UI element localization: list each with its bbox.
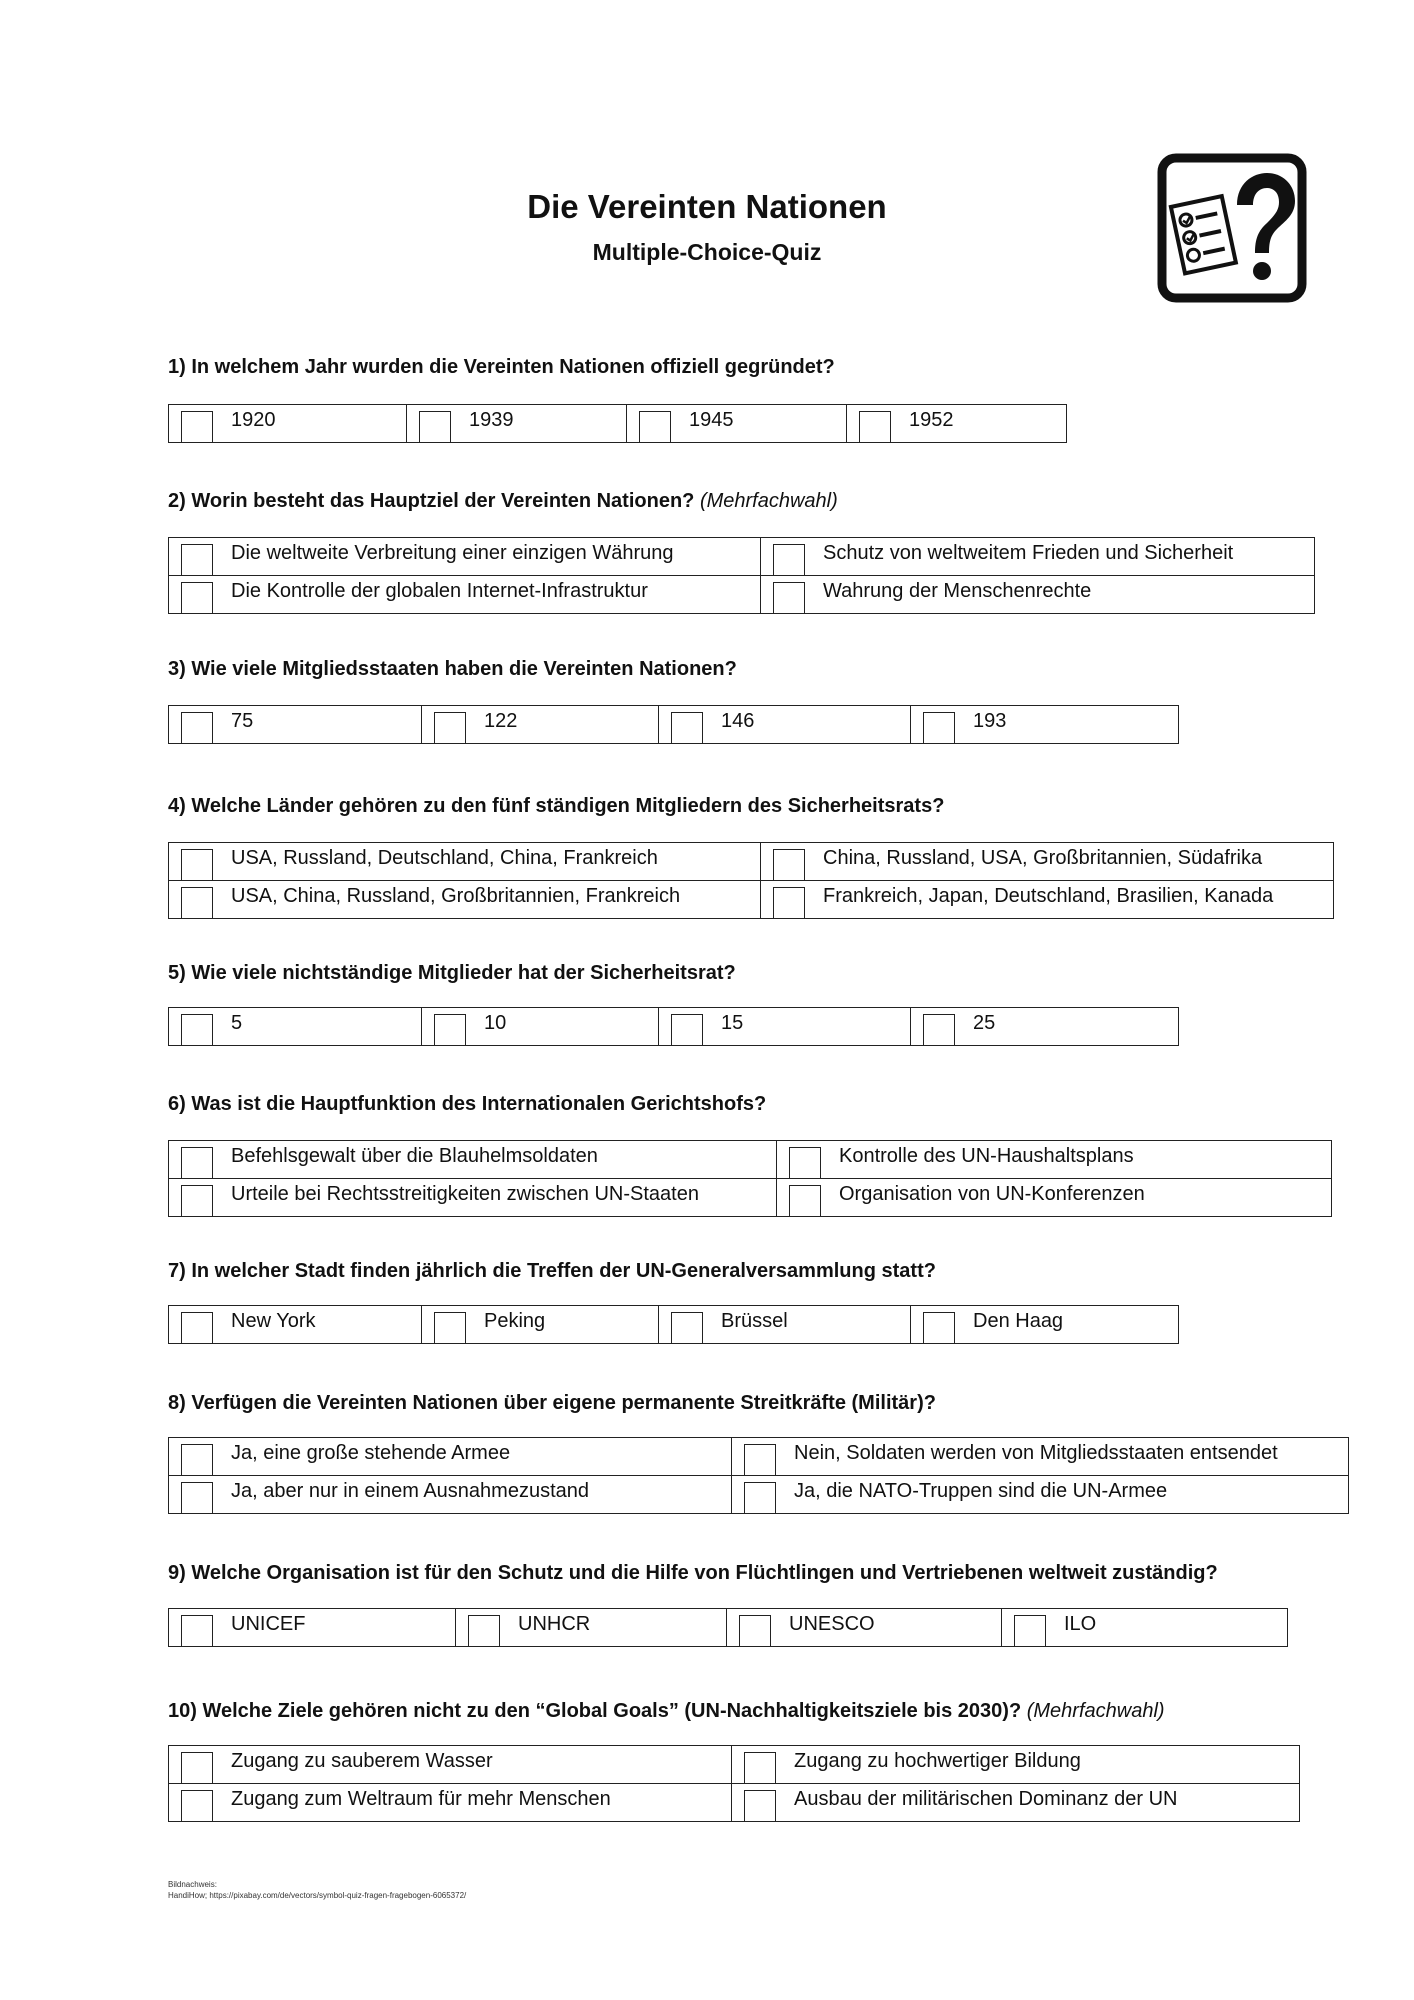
answer-label: 146 (721, 709, 755, 732)
answer-option[interactable] (456, 1609, 727, 1647)
answer-checkbox[interactable] (434, 1312, 466, 1344)
question-text (168, 658, 737, 681)
options-row (169, 1609, 1288, 1647)
answer-option[interactable] (761, 538, 1315, 576)
answer-checkbox[interactable] (789, 1185, 821, 1217)
question-text (168, 1392, 936, 1415)
options-row (169, 576, 1315, 614)
answer-option[interactable] (422, 706, 659, 744)
answer-checkbox[interactable] (773, 582, 805, 614)
answer-label: 1920 (231, 408, 276, 431)
question-label: 10) Welche Ziele gehören nicht zu den “Global Goals” (UN-Nachhaltigkeitsziele bis 2030)? (168, 1700, 1022, 1722)
answer-option[interactable] (732, 1784, 1300, 1822)
answer-label: Zugang zu hochwertiger Bildung (794, 1749, 1081, 1772)
answer-checkbox[interactable] (671, 712, 703, 744)
question-text (168, 356, 835, 379)
credits-label: Bildnachweis: (168, 1880, 217, 1889)
answer-label: Ja, die NATO-Truppen sind die UN-Armee (794, 1479, 1168, 1502)
answer-checkbox[interactable] (181, 1147, 213, 1179)
answer-option[interactable] (169, 1438, 732, 1476)
question-text (168, 795, 944, 818)
answer-option[interactable] (777, 1179, 1332, 1217)
answer-options-table (168, 842, 1334, 919)
answer-label: Brüssel (721, 1309, 788, 1332)
answer-option[interactable] (761, 576, 1315, 614)
question-label: 2) Worin besteht das Hauptziel der Vereinten Nationen? (168, 490, 695, 512)
answer-checkbox[interactable] (789, 1147, 821, 1179)
page-title: Die Vereinten Nationen (527, 188, 887, 225)
answer-label: 193 (973, 709, 1007, 732)
answer-checkbox[interactable] (181, 1615, 213, 1647)
question-text (168, 1260, 936, 1283)
answer-label: UNICEF (231, 1612, 306, 1635)
answer-checkbox[interactable] (434, 1014, 466, 1046)
answer-option[interactable] (422, 1008, 659, 1046)
answer-checkbox[interactable] (923, 1312, 955, 1344)
options-row (169, 1476, 1349, 1514)
answer-option[interactable] (169, 1179, 777, 1217)
answer-checkbox[interactable] (181, 1790, 213, 1822)
answer-label: 75 (231, 709, 254, 732)
answer-option[interactable] (169, 1476, 732, 1514)
answer-checkbox[interactable] (859, 411, 891, 443)
question-label: 5) Wie viele nichtständige Mitglieder hat der Sicherheitsrat? (168, 962, 736, 984)
answer-checkbox[interactable] (181, 1185, 213, 1217)
answer-checkbox[interactable] (181, 1312, 213, 1344)
answer-label: Frankreich, Japan, Deutschland, Brasilien, Kanada (823, 884, 1274, 907)
answer-label: Peking (484, 1309, 546, 1332)
answer-label: USA, Russland, Deutschland, China, Frankreich (231, 846, 658, 869)
page-subtitle: Multiple-Choice-Quiz (592, 239, 822, 265)
answer-label: Urteile bei Rechtsstreitigkeiten zwischen UN-Staaten (231, 1182, 699, 1205)
answer-label: USA, China, Russland, Großbritannien, Frankreich (231, 884, 681, 907)
answer-label: 1952 (909, 408, 954, 431)
answer-option[interactable] (169, 1141, 777, 1179)
answer-options-table (168, 1140, 1332, 1217)
answer-label: Zugang zu sauberem Wasser (231, 1749, 493, 1772)
answer-option[interactable] (169, 576, 761, 614)
question-label: 7) In welcher Stadt finden jährlich die Treffen der UN-Generalversammlung statt? (168, 1260, 936, 1282)
answer-checkbox[interactable] (923, 712, 955, 744)
answer-checkbox[interactable] (181, 887, 213, 919)
answer-checkbox[interactable] (181, 712, 213, 744)
answer-option[interactable] (169, 1609, 456, 1647)
question-text (168, 1093, 766, 1116)
options-row (169, 1008, 1179, 1046)
answer-label: 10 (484, 1011, 507, 1034)
quiz-questionnaire-icon (1157, 153, 1307, 303)
answer-option[interactable] (169, 1008, 422, 1046)
answer-checkbox[interactable] (671, 1014, 703, 1046)
answer-option[interactable] (761, 881, 1334, 919)
answer-option[interactable] (732, 1746, 1300, 1784)
answer-option[interactable] (169, 843, 761, 881)
answer-option[interactable] (169, 538, 761, 576)
answer-label: ILO (1064, 1612, 1097, 1635)
answer-options-table (168, 537, 1315, 614)
answer-checkbox[interactable] (744, 1752, 776, 1784)
answer-checkbox[interactable] (419, 411, 451, 443)
answer-label: Schutz von weltweitem Frieden und Sicherheit (823, 541, 1234, 564)
question-note: (Mehrfachwahl) (699, 490, 838, 512)
answer-checkbox[interactable] (744, 1790, 776, 1822)
options-row (169, 1179, 1332, 1217)
answer-checkbox[interactable] (639, 411, 671, 443)
answer-options-table (168, 1745, 1300, 1822)
image-credits (168, 1880, 466, 1902)
answer-label: 122 (484, 709, 518, 732)
answer-checkbox[interactable] (181, 849, 213, 881)
answer-option[interactable] (169, 1784, 732, 1822)
answer-checkbox[interactable] (181, 1482, 213, 1514)
answer-checkbox[interactable] (773, 849, 805, 881)
answer-option[interactable] (169, 706, 422, 744)
answer-option[interactable] (847, 405, 1067, 443)
answer-label: Zugang zum Weltraum für mehr Menschen (231, 1787, 611, 1810)
answer-checkbox[interactable] (773, 544, 805, 576)
options-row (169, 1438, 1349, 1476)
answer-label: 1939 (469, 408, 514, 431)
answer-checkbox[interactable] (434, 712, 466, 744)
answer-options-table (168, 404, 1067, 443)
question-label: 8) Verfügen die Vereinten Nationen über eigene permanente Streitkräfte (Militär)? (168, 1392, 936, 1414)
question-label: 3) Wie viele Mitgliedsstaaten haben die Vereinten Nationen? (168, 658, 737, 680)
answer-option[interactable] (407, 405, 627, 443)
answer-option[interactable] (659, 1306, 911, 1344)
answer-label: Ja, eine große stehende Armee (231, 1441, 511, 1464)
question-label: 6) Was ist die Hauptfunktion des Internationalen Gerichtshofs? (168, 1093, 767, 1115)
answer-label: Die weltweite Verbreitung einer einzigen Währung (231, 541, 674, 564)
answer-label: UNHCR (518, 1612, 591, 1635)
answer-checkbox[interactable] (181, 582, 213, 614)
options-row (169, 881, 1334, 919)
answer-label: Organisation von UN-Konferenzen (839, 1182, 1145, 1205)
answer-label: Ja, aber nur in einem Ausnahmezustand (231, 1479, 589, 1502)
answer-options-table (168, 1608, 1288, 1647)
answer-checkbox[interactable] (181, 1444, 213, 1476)
options-row (169, 843, 1334, 881)
answer-label: Wahrung der Menschenrechte (823, 579, 1092, 602)
question-note: (Mehrfachwahl) (1026, 1700, 1165, 1722)
options-row (169, 1141, 1332, 1179)
answer-option[interactable] (659, 706, 911, 744)
answer-label: 15 (721, 1011, 744, 1034)
answer-label: Ausbau der militärischen Dominanz der UN (794, 1787, 1178, 1810)
answer-label: Den Haag (973, 1309, 1064, 1332)
question-text (168, 490, 838, 513)
credits-source: HandiHow; https://pixabay.com/de/vectors/symbol-quiz-fragen-fragebogen-6065372/ (168, 1890, 467, 1900)
answer-options-table (168, 1437, 1349, 1514)
answer-checkbox[interactable] (181, 544, 213, 576)
answer-option[interactable] (169, 1746, 732, 1784)
answer-checkbox[interactable] (773, 887, 805, 919)
answer-checkbox[interactable] (923, 1014, 955, 1046)
answer-label: UNESCO (789, 1612, 875, 1635)
answer-checkbox[interactable] (1014, 1615, 1046, 1647)
options-row (169, 1306, 1179, 1344)
options-row (169, 538, 1315, 576)
answer-label: Kontrolle des UN-Haushaltsplans (839, 1144, 1134, 1167)
options-row (169, 706, 1179, 744)
answer-option[interactable] (659, 1008, 911, 1046)
options-row (169, 1784, 1300, 1822)
answer-option[interactable] (727, 1609, 1002, 1647)
answer-label: New York (231, 1309, 316, 1332)
answer-label: Nein, Soldaten werden von Mitgliedsstaaten entsendet (794, 1441, 1278, 1464)
answer-option[interactable] (761, 843, 1334, 881)
answer-option[interactable] (911, 1008, 1179, 1046)
answer-checkbox[interactable] (181, 1752, 213, 1784)
answer-checkbox[interactable] (744, 1444, 776, 1476)
answer-label: Befehlsgewalt über die Blauhelmsoldaten (231, 1144, 598, 1167)
answer-option[interactable] (1002, 1609, 1288, 1647)
answer-label: 25 (973, 1011, 996, 1034)
answer-label: Die Kontrolle der globalen Internet-Infrastruktur (231, 579, 648, 602)
answer-checkbox[interactable] (671, 1312, 703, 1344)
options-row (169, 405, 1067, 443)
answer-option[interactable] (422, 1306, 659, 1344)
answer-checkbox[interactable] (181, 411, 213, 443)
question-label: 4) Welche Länder gehören zu den fünf ständigen Mitgliedern des Sicherheitsrats? (168, 795, 945, 817)
question-text (168, 1700, 1165, 1723)
question-text (168, 962, 736, 985)
answer-option[interactable] (627, 405, 847, 443)
answer-options-table (168, 1305, 1179, 1344)
answer-checkbox[interactable] (468, 1615, 500, 1647)
answer-option[interactable] (169, 1306, 422, 1344)
answer-option[interactable] (777, 1141, 1332, 1179)
answer-checkbox[interactable] (744, 1482, 776, 1514)
answer-checkbox[interactable] (181, 1014, 213, 1046)
options-row (169, 1746, 1300, 1784)
question-text (168, 1562, 1218, 1585)
answer-label: China, Russland, USA, Großbritannien, Südafrika (823, 846, 1263, 869)
answer-checkbox[interactable] (739, 1615, 771, 1647)
answer-options-table (168, 1007, 1179, 1046)
answer-option[interactable] (169, 881, 761, 919)
answer-option[interactable] (169, 405, 407, 443)
answer-options-table (168, 705, 1179, 744)
answer-option[interactable] (732, 1476, 1349, 1514)
answer-label: 1945 (689, 408, 734, 431)
answer-option[interactable] (732, 1438, 1349, 1476)
question-label: 1) In welchem Jahr wurden die Vereinten Nationen offiziell gegründet? (168, 356, 835, 378)
answer-label: 5 (231, 1011, 243, 1034)
answer-option[interactable] (911, 1306, 1179, 1344)
question-label: 9) Welche Organisation ist für den Schutz und die Hilfe von Flüchtlingen und Vertriebenen weltweit zuständig? (168, 1562, 1218, 1584)
answer-option[interactable] (911, 706, 1179, 744)
